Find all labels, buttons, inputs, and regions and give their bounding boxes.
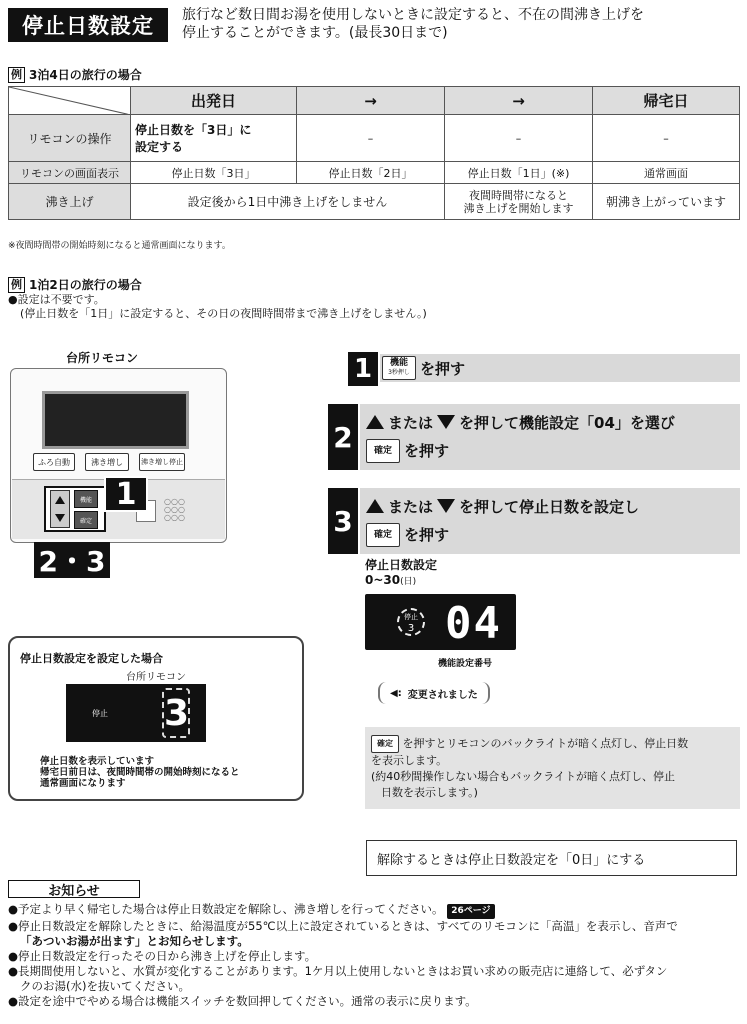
notice-item: ●長期間使用しないと、水質が変化することがあります。1ケ月以上使用しないときはお買い求めの販売店に連絡して、必ずタン xyxy=(8,964,668,978)
release-instruction: 解除するときは停止日数設定を「0日」にする xyxy=(366,840,737,876)
step3-bar: または を押して停止日数を設定し 確定 を押す xyxy=(360,488,740,554)
row-label: 沸き上げ xyxy=(9,184,131,220)
reheat-button[interactable]: 沸き増し xyxy=(85,453,129,471)
example1-heading: 例 3泊4日の旅行の場合 xyxy=(8,66,142,83)
confirm-key-icon: 確定 xyxy=(371,735,399,753)
down-key-icon xyxy=(437,415,455,429)
step2-bar: または を押して機能設定「04」を選び 確定 を押す xyxy=(360,404,740,470)
table-cell: 通常画面 xyxy=(593,162,740,184)
function-key[interactable]: 機能 xyxy=(74,490,98,508)
notice-item: クのお湯(水)を抜いてください。 xyxy=(20,979,190,993)
col-header: 出発日 xyxy=(131,87,297,115)
example2-heading: 例 1泊2日の旅行の場合 xyxy=(8,276,142,293)
step3-number: 3 xyxy=(328,488,358,554)
voice-message: ◀: 変更されました xyxy=(378,682,490,704)
table-row xyxy=(9,162,740,184)
status-panel: 停止日数設定を設定した場合 台所リモコン 停止 3 停止日数を表示しています 帰宅日前日は、夜間時間帯の開始時刻になると 通常画面になります xyxy=(8,636,304,801)
confirm-key-icon: 確定 xyxy=(366,523,400,547)
kitchen-remote xyxy=(10,368,227,543)
table-cell: 停止日数「2日」 xyxy=(297,162,445,184)
callout-1: 1 xyxy=(104,476,148,512)
notice-item: 「あついお湯が出ます」とお知らせします。 xyxy=(20,934,249,948)
row-label: リモコンの画面表示 xyxy=(9,162,131,184)
notice-item: ●予定より早く帰宅した場合は停止日数設定を解除し、沸き増しを行ってください。 26ページ xyxy=(8,902,743,919)
page-ref-badge: 26ページ xyxy=(447,904,494,919)
table-row xyxy=(9,115,740,162)
notice-item: ●停止日数設定を解除したときに、給湯温度が55℃以上に設定されているときは、すべてのリモコンに「高温」を表示し、音声で xyxy=(8,919,678,933)
table-cell: 朝沸き上がっています xyxy=(593,184,740,220)
table-cell: 停止日数を「3日」に 設定する xyxy=(131,115,297,162)
travel-table xyxy=(8,86,740,220)
step2-number: 2 xyxy=(328,404,358,470)
status-description: 停止日数を表示しています 帰宅日前日は、夜間時間帯の開始時刻になると 通常画面になります xyxy=(40,756,240,789)
status-display: 停止 3 xyxy=(66,684,206,742)
function-key-icon: 機能 3秒押し xyxy=(382,356,416,380)
notice-item: ●設定を途中でやめる場合は機能スイッチを数回押してください。通常の表示に戻ります。 xyxy=(8,994,477,1008)
col-header: → xyxy=(445,87,593,115)
table-cell: 停止日数「1日」(※) xyxy=(445,162,593,184)
confirm-key[interactable]: 確定 xyxy=(74,511,98,529)
step1-bar: 機能 3秒押し を押す xyxy=(380,354,740,382)
reheat-stop-button[interactable]: 沸き増し停止 xyxy=(139,453,185,471)
example2-text: ●設定は不要です。 (停止日数を「1日」に設定すると、その日の夜間時間帯まで沸き上げをしません。) xyxy=(8,293,427,320)
table-cell: 停止日数「3日」 xyxy=(131,162,297,184)
down-key-icon xyxy=(437,499,455,513)
table-cell: – xyxy=(593,115,740,162)
speaker-icon: ◀: xyxy=(390,687,402,699)
intro-text: 旅行など数日間お湯を使用しないときに設定すると、不在の間沸き上げを 停止することができます。(最長30日まで) xyxy=(182,7,644,41)
table-corner xyxy=(9,87,131,115)
table-cell: 設定後から1日中沸き上げをしません xyxy=(131,184,445,220)
notice-title: お知らせ xyxy=(8,880,140,898)
table-cell: – xyxy=(445,115,593,162)
notice-list xyxy=(8,902,743,1009)
confirm-key-icon: 確定 xyxy=(366,439,400,463)
remote-lower-panel: 機能 確定 ○○○ ○○○ ○○○ xyxy=(12,479,225,539)
page-title: 停止日数設定 xyxy=(8,8,168,42)
table-footnote: ※夜間時間帯の開始時刻になると通常画面になります。 xyxy=(8,241,231,251)
table-cell: – xyxy=(297,115,445,162)
setting-title: 停止日数設定 0~30(日) xyxy=(365,558,438,587)
row-label: リモコンの操作 xyxy=(9,115,131,162)
bath-auto-button[interactable]: ふろ自動 xyxy=(33,453,75,471)
remote-screen xyxy=(42,391,189,449)
col-header: 帰宅日 xyxy=(593,87,740,115)
remote-title: 台所リモコン xyxy=(66,351,139,365)
up-triangle-icon xyxy=(55,496,65,504)
function-number-caption: 機能設定番号 xyxy=(438,659,493,669)
col-header: → xyxy=(297,87,445,115)
table-cell: 夜間時間帯になると 沸き上げを開始します xyxy=(445,184,593,220)
notice-item: ●停止日数設定を行ったその日から沸き上げを停止します。 xyxy=(8,949,317,963)
stop-days-indicator: 停止 3 xyxy=(397,608,425,636)
table-row xyxy=(9,184,740,220)
up-key-icon xyxy=(366,415,384,429)
up-down-keys[interactable] xyxy=(50,490,70,528)
up-key-icon xyxy=(366,499,384,513)
callout-2-3: 2・3 xyxy=(34,542,110,578)
remote-display xyxy=(365,594,516,650)
function-number-display: 04 xyxy=(445,598,502,649)
backlight-note: 確定 を押すとリモコンのバックライトが暗く点灯し、停止日数 を表示します。 (約40秒間操作しない場合もバックライトが暗く点灯し、停止 日数を表示します。) xyxy=(365,727,740,809)
step1-number: 1 xyxy=(348,352,378,386)
down-triangle-icon xyxy=(55,514,65,522)
